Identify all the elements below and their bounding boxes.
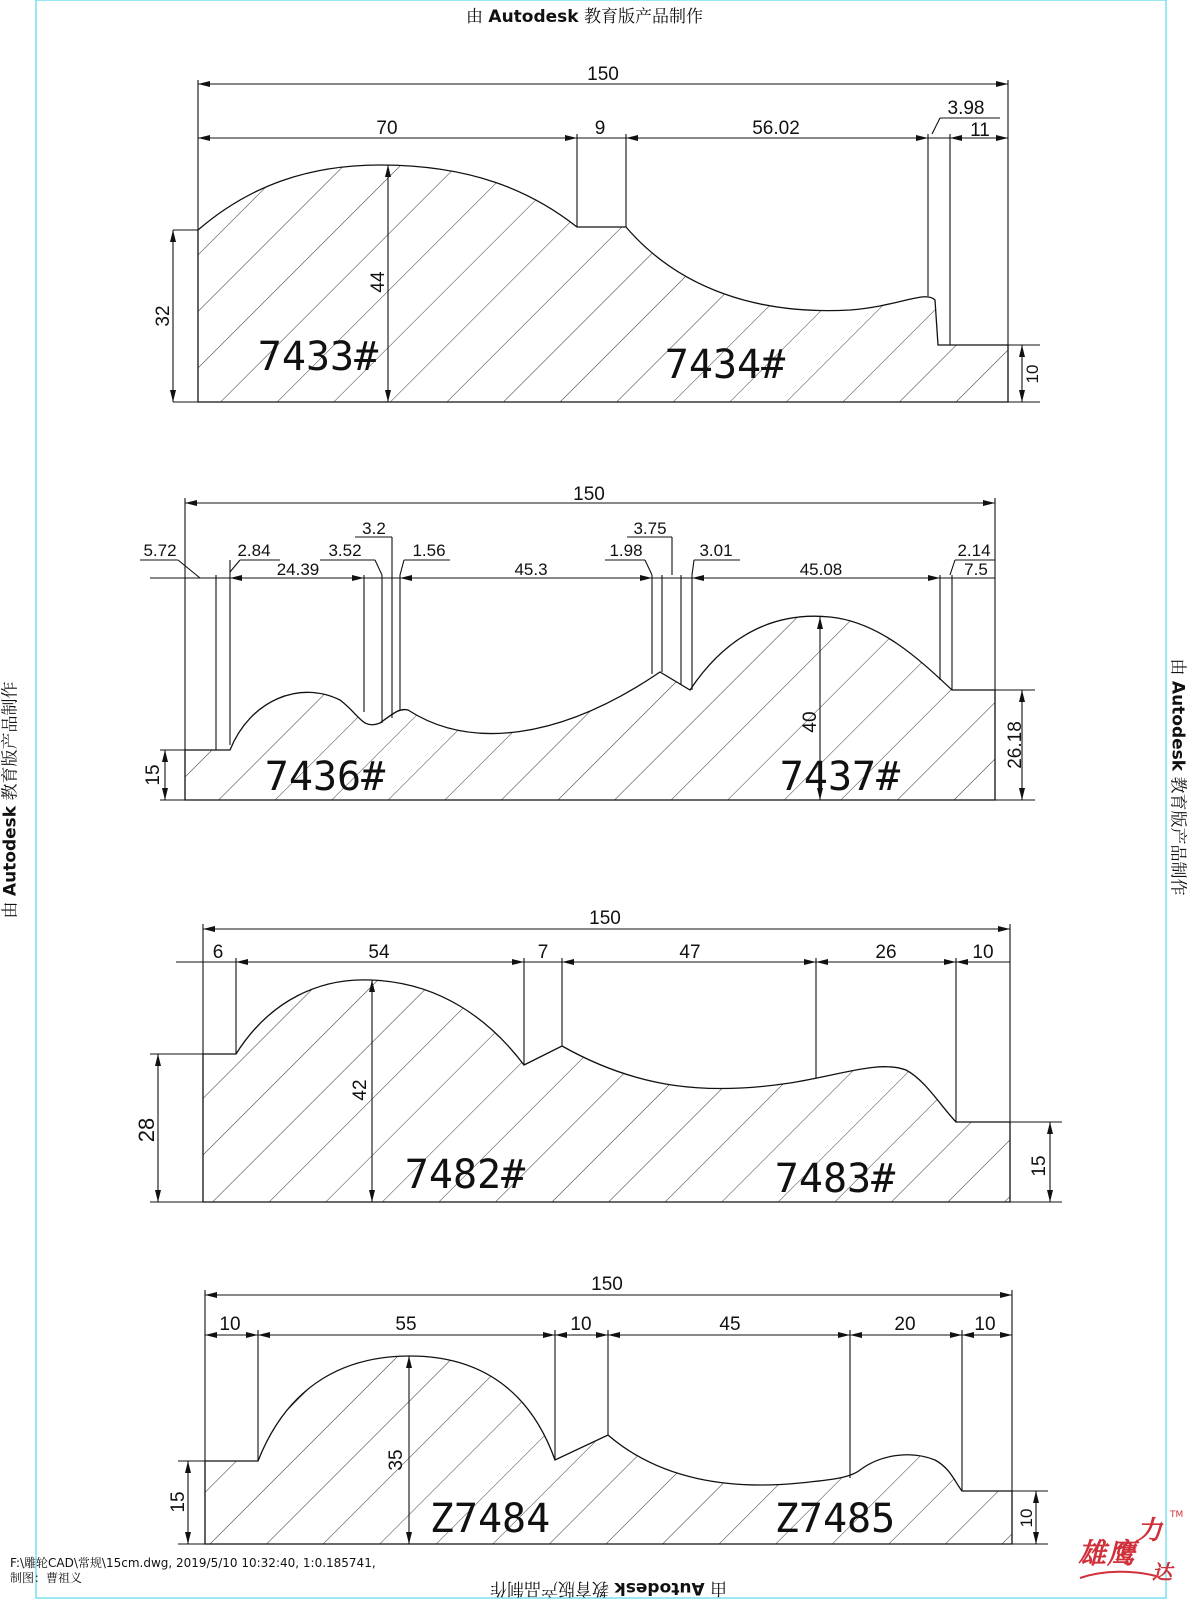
p1-dim-height-left: 32 — [153, 305, 174, 327]
p4-dim-b: 55 — [395, 1314, 417, 1335]
logo-swoosh — [1078, 1568, 1158, 1582]
profile-4 — [178, 1290, 1048, 1544]
p4-dim-d: 45 — [719, 1314, 741, 1335]
p2-dim-height-mid: 40 — [800, 711, 821, 733]
p4-dim-e: 20 — [894, 1314, 916, 1335]
p3-dim-height-left: 28 — [134, 1117, 159, 1143]
p3-dim-b: 54 — [368, 942, 390, 963]
watermark-brand: Autodesk — [1167, 680, 1188, 772]
p1-dim-height-right: 10 — [1023, 364, 1042, 384]
p2-dim-a: 5.72 — [143, 541, 177, 560]
logo-text-top: 力 — [1136, 1516, 1163, 1546]
p2-dim-f: 1.56 — [412, 541, 446, 560]
p2-dim-g: 45.3 — [514, 560, 548, 579]
p2-code-right: 7437# — [779, 754, 901, 800]
watermark-prefix: 由 — [1167, 658, 1188, 676]
p4-dim-overall: 150 — [591, 1274, 623, 1295]
p3-dim-c: 7 — [537, 942, 549, 963]
p4-dim-c: 10 — [570, 1314, 592, 1335]
brand-logo — [1078, 1512, 1188, 1592]
p4-code-left: Z7484 — [429, 1496, 551, 1542]
p2-dim-c: 24.39 — [276, 560, 320, 579]
p1-dim-c: 56.02 — [752, 118, 800, 139]
p4-dim-f: 10 — [974, 1314, 996, 1335]
p1-dim-b: 9 — [594, 118, 606, 139]
watermark-suffix: 教育版产品制作 — [0, 681, 21, 801]
p2-code-left: 7436# — [264, 754, 386, 800]
p1-dim-overall: 150 — [587, 64, 619, 85]
p3-dim-overall: 150 — [589, 908, 621, 929]
p3-dim-d: 47 — [679, 942, 701, 963]
p1-dim-d: 3.98 — [947, 98, 985, 119]
p2-dim-l: 2.14 — [957, 541, 991, 560]
watermark-prefix: 由 — [466, 7, 483, 27]
watermark-bottom — [490, 1578, 727, 1603]
p2-dim-k: 45.08 — [799, 560, 843, 579]
watermark-brand: Autodesk — [0, 805, 21, 897]
p2-dim-h: 1.98 — [609, 541, 643, 560]
watermark-right — [1168, 659, 1193, 899]
p1-dim-a: 70 — [376, 118, 398, 139]
watermark-left — [0, 679, 21, 919]
p2-dim-j: 3.01 — [699, 541, 733, 560]
p4-code-right: Z7485 — [774, 1496, 896, 1542]
watermark-prefix: 由 — [0, 901, 21, 919]
logo-tm: TM — [1170, 1510, 1184, 1520]
watermark-brand: Autodesk — [488, 7, 579, 27]
logo-text-main: 雄鹰 — [1078, 1537, 1137, 1570]
watermark-brand: Autodesk — [614, 1578, 705, 1598]
p4-dim-a: 10 — [219, 1314, 241, 1335]
profile-3 — [150, 924, 1062, 1202]
file-path-line: F:\雕轮CAD\常规\15cm.dwg, 2019/5/10 10:32:40, 1:0.185741, — [10, 1556, 376, 1570]
watermark-suffix: 教育版产品制作 — [490, 1578, 609, 1598]
p2-dim-height-left: 15 — [143, 764, 164, 786]
p1-dim-e: 11 — [970, 120, 990, 141]
p1-code-left: 7433# — [257, 334, 379, 380]
file-info — [10, 1556, 376, 1586]
p2-dim-m: 7.5 — [964, 560, 988, 579]
p1-code-right: 7434# — [664, 342, 786, 388]
p2-dim-d: 3.52 — [328, 541, 362, 560]
p2-dim-b: 2.84 — [237, 541, 271, 560]
watermark-suffix: 教育版产品制作 — [584, 7, 704, 27]
drafter-line: 制图：曹祖义 — [10, 1571, 83, 1585]
p2-dim-e: 3.2 — [362, 519, 386, 538]
p3-dim-height-right: 15 — [1029, 1155, 1050, 1177]
watermark-suffix: 教育版产品制作 — [1167, 776, 1188, 896]
p3-code-left: 7482# — [404, 1152, 526, 1198]
p2-dim-overall: 150 — [573, 484, 605, 505]
logo-text-bottom: 达 — [1152, 1560, 1172, 1584]
p4-dim-height-right: 10 — [1017, 1508, 1036, 1528]
p3-dim-e: 26 — [875, 942, 897, 963]
p2-dim-height-right: 26.18 — [1005, 721, 1026, 769]
watermark-prefix: 由 — [710, 1578, 728, 1598]
p4-dim-height-mid: 35 — [386, 1449, 407, 1471]
p1-dim-height-mid: 44 — [368, 271, 389, 293]
p3-dim-height-mid: 42 — [350, 1079, 371, 1101]
p2-dim-i: 3.75 — [633, 519, 667, 538]
p3-code-right: 7483# — [774, 1156, 896, 1202]
watermark-top — [466, 2, 703, 27]
p4-dim-height-left: 15 — [168, 1491, 189, 1513]
p3-dim-f: 10 — [972, 942, 994, 963]
p3-dim-a: 6 — [212, 942, 224, 963]
